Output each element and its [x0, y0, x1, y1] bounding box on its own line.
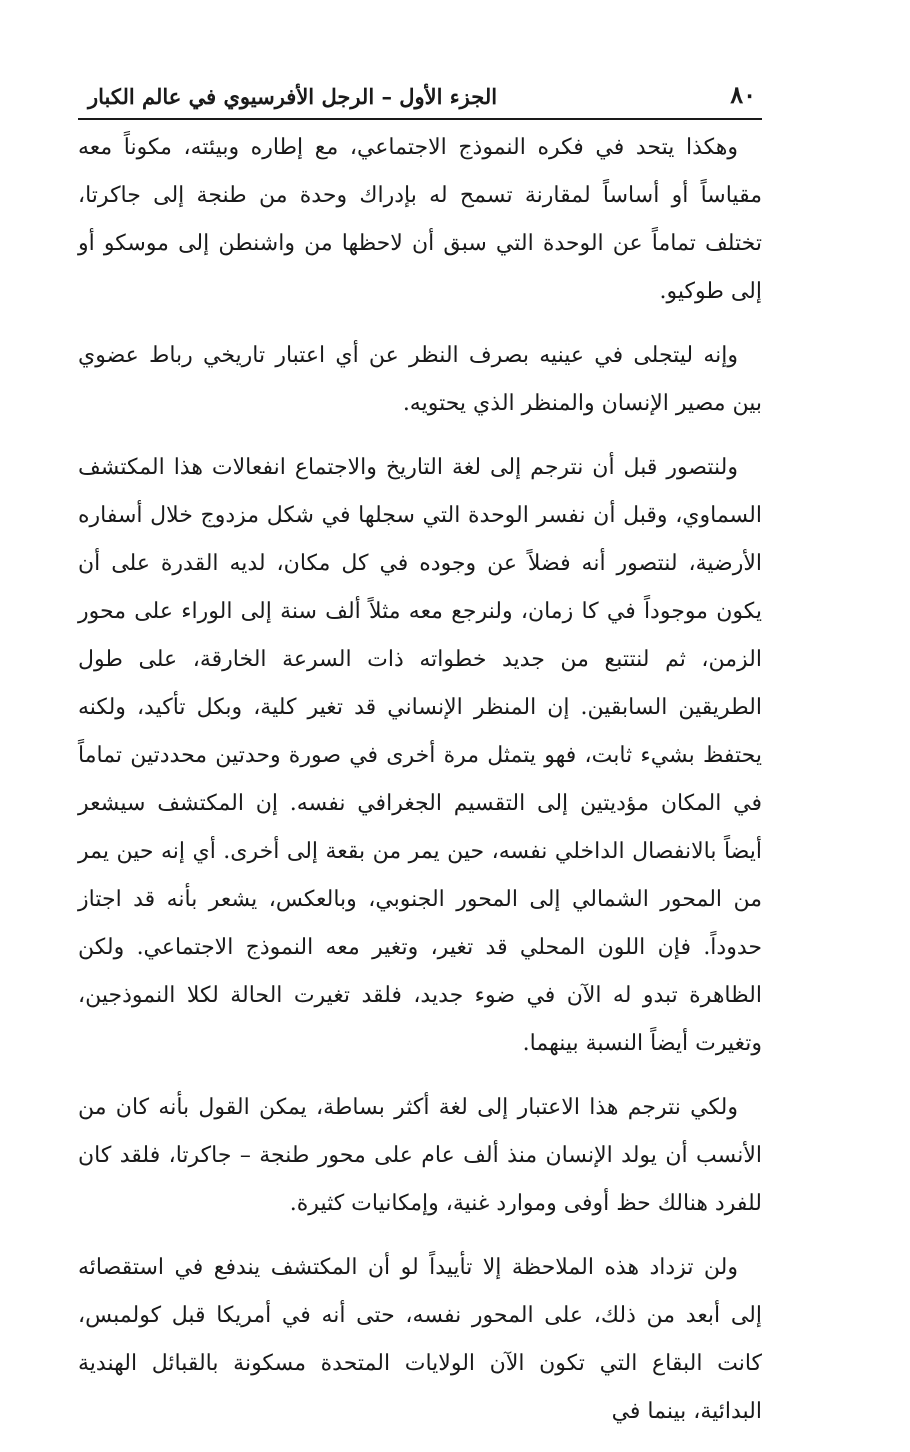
paragraph-3: ولنتصور قبل أن نترجم إلى لغة التاريخ والاجتماع انفعالات هذا المكتشف السماوي، وقبل أن نفسر الوحدة التي سجلها في شكل مزدوج خلال أسفاره الأرضية، لنتصور أنه فضلاً عن وجوده في كل مكان، لديه القدرة على أن يكون موجوداً في كا زمان، ولنرجع معه مثلاً ألف سنة إلى الوراء على محور الزمن، ثم لنتتبع من جديد خطواته ذات السرعة الخارقة، على طول الطريقين السابقين. إن المنظر الإنساني قد تغير كلية، وبكل تأكيد، ولكنه يحتفظ بشيء ثابت، فهو يتمثل مرة أخرى في صورة وحدتين محددتين تماماً في المكان مؤديتين إلى التقسيم الجغرافي نفسه. إن المكتشف سيشعر أيضاً بالانفصال الداخلي نفسه، حين يمر من بقعة إلى أخرى. أي إنه حين يمر من المحور الشمالي إلى المحور الجنوبي، وبالعكس، يشعر بأنه قد اجتاز حدوداً. فإن اللون المحلي قد تغير، وتغير معه النموذج الاجتماعي. ولكن الظاهرة تبدو له الآن في ضوء جديد، فلقد تغيرت الحالة لكلا النموذجين، وتغيرت أيضاً النسبة بينهما. [78, 455, 762, 1056]
text-body [78, 124, 762, 1452]
paragraph-2: وإنه ليتجلى في عينيه بصرف النظر عن أي اعتبار تاريخي رباط عضوي بين مصير الإنسان والمنظر الذي يحتويه. [78, 343, 762, 416]
paragraph-4: ولكي نترجم هذا الاعتبار إلى لغة أكثر بساطة، يمكن القول بأنه كان من الأنسب أن يولد الإنسان منذ ألف عام على محور طنجة – جاكرتا، فلقد كان للفرد هنالك حظ أوفى وموارد غنية، وإمكانيات كثيرة. [78, 1095, 762, 1216]
page-header [78, 78, 762, 120]
page-number: ٨٠ [730, 80, 756, 109]
paragraph-1: وهكذا يتحد في فكره النموذج الاجتماعي، مع إطاره وبيئته، مكوناً معه مقياساً أو أساساً لمقارنة تسمح له بإدراك وحدة من طنجة إلى جاكرتا، تختلف تماماً عن الوحدة التي سبق أن لاحظها من واشنطن إلى موسكو أو إلى طوكيو. [78, 135, 762, 304]
paragraph-5: ولن تزداد هذه الملاحظة إلا تأييداً لو أن المكتشف يندفع في استقصائه إلى أبعد من ذلك، على المحور نفسه، حتى أنه في أمريكا قبل كولمبس، كانت البقاع التي تكون الآن الولايات المتحدة مسكونة بالقبائل الهندية البدائية، بينما في [78, 1255, 762, 1424]
running-title: الجزء الأول – الرجل الأفرسيوي في عالم الكبار [88, 84, 498, 109]
